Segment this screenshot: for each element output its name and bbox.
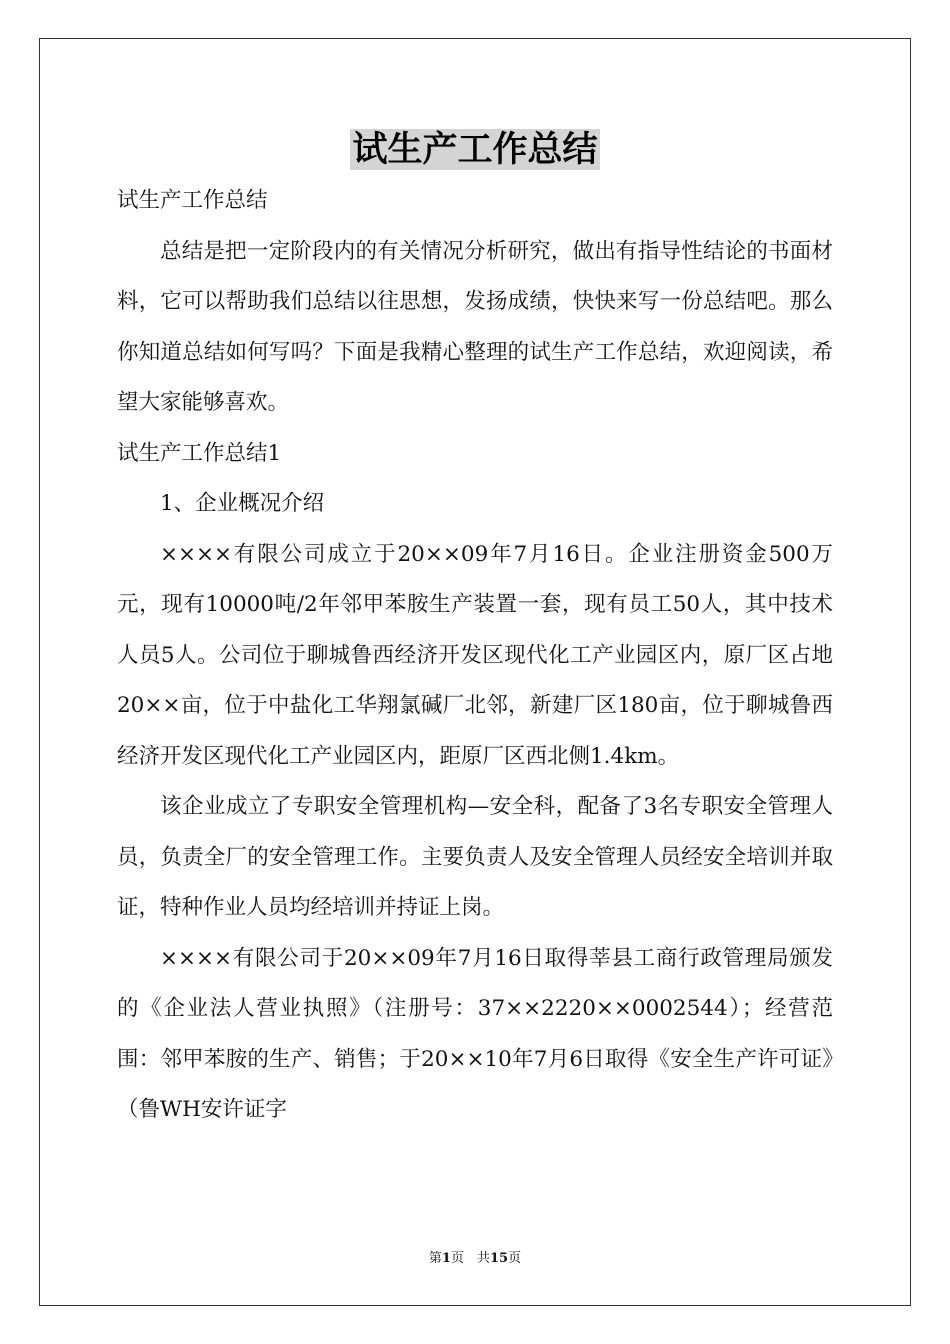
paragraph-subtitle: 试生产工作总结 <box>117 188 268 213</box>
paragraph-licenses: ××××有限公司于20××09年7月16日取得莘县工商行政管理局颁发的《企业法人营业执照》（注册号：37××2220××0002544）；经营范围：邻甲苯胺的生产、销售；于20××10年7月6日取得《安全生产许可证》（鲁WH安许证字 <box>117 945 833 1122</box>
footer-suffix: 页 <box>508 1251 522 1266</box>
footer-total-pages: 15 <box>489 1251 509 1266</box>
footer-prefix: 第 <box>428 1251 442 1266</box>
document-title <box>0 126 950 174</box>
paragraph-section-heading: 试生产工作总结1 <box>117 440 282 466</box>
paragraph-company-overview: ××××有限公司成立于20××09年7月16日。企业注册资金500万元，现有10000吨/2年邻甲苯胺生产装置一套，现有员工50人，其中技术人员5人。公司位于聊城鲁西经济开发区现代化工产业园区内，原厂区占地20××亩，位于中盐化工华翔氯碱厂北邻，新建厂区180亩，位于聊城鲁西经济开发区现代化工产业园区内，距原厂区西北侧1.4km。 <box>117 541 833 769</box>
paragraph-safety-management: 该企业成立了专职安全管理机构—安全科，配备了3名专职安全管理人员，负责全厂的安全管理工作。主要负责人及安全管理人员经安全培训并取证，特种作业人员均经培训并持证上岗。 <box>117 794 833 920</box>
document-title-text: 试生产工作总结 <box>352 129 598 170</box>
footer-middle: 页 共 <box>450 1251 490 1266</box>
footer-page-number: 1 <box>441 1251 451 1266</box>
paragraph-intro: 总结是把一定阶段内的有关情况分析研究，做出有指导性结论的书面材料，它可以帮助我们总结以往思想，发扬成绩，快快来写一份总结吧。那么你知道总结如何写吗？下面是我精心整理的试生产工作总结，欢迎阅读，希望大家能够喜欢。 <box>117 238 833 415</box>
document-body <box>117 176 833 1136</box>
paragraph-item-heading: 1、企业概况介绍 <box>160 491 325 516</box>
page-footer <box>0 1247 950 1266</box>
